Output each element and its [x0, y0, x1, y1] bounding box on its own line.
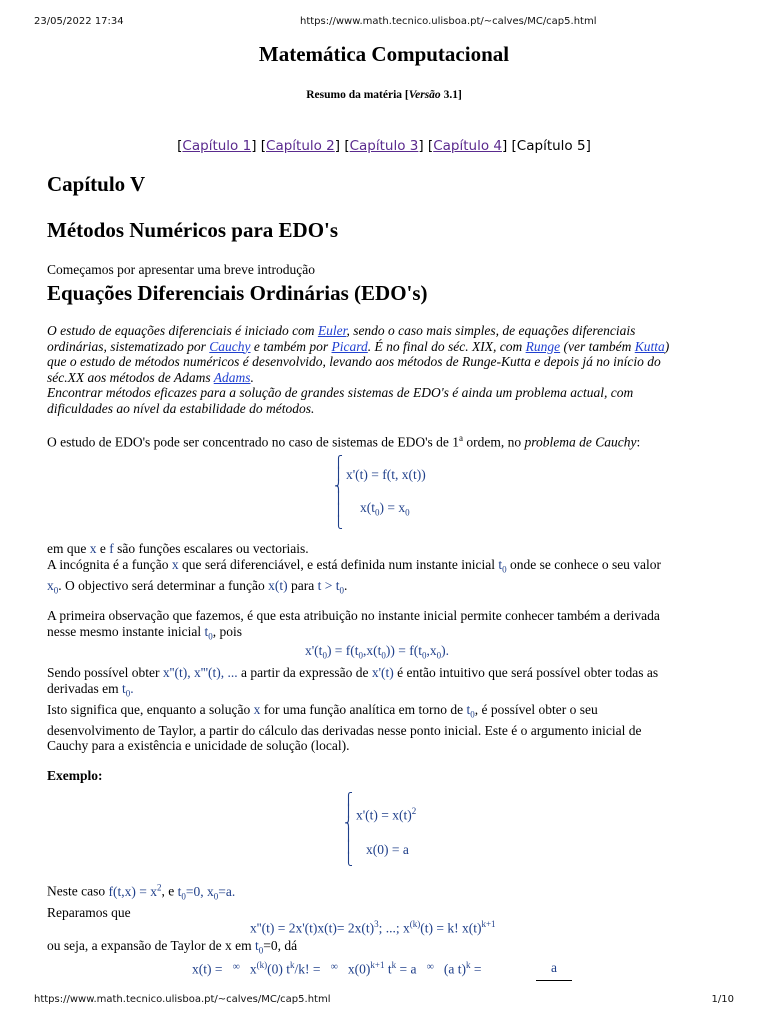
derivative-equation: $x'(t_0) = f(t_0,x(t_0)) = f(t_0,x_0)$.: [305, 643, 450, 661]
fraction-numerator: a: [536, 960, 572, 981]
cauchy-problem-paragraph: O estudo de EDO's pode ser concentrado no caso de sistemas de EDO's de 1$^a$ ordem, no problema de Cauchy:: [47, 433, 641, 450]
left-brace-2: ⎧ ⎪ ⎨ ⎪ ⎪ ⎩: [344, 792, 353, 866]
sum-symbol-3: ∞: [426, 961, 434, 973]
system2-eq2: x(0) = a: [366, 842, 409, 857]
nav-link-chapter-2[interactable]: Capítulo 2: [266, 138, 335, 154]
derivatives-chain-equation: $x''(t) = 2x'(t)x(t)= 2x(t)^3$; ...; $x^{(k)}(t) = k$! $x(t)^{k+1}$: [250, 919, 496, 936]
link-runge[interactable]: Runge: [525, 338, 561, 354]
section-heading: Métodos Numéricos para EDO's: [47, 218, 339, 242]
nav-current-chapter: Capítulo 5: [516, 138, 586, 154]
example-label: Exemplo:: [47, 768, 103, 783]
footer-url: https://www.math.tecnico.ulisboa.pt/~calves/MC/cap5.html: [34, 994, 331, 1005]
chapter-nav: [Capítulo 1] [Capítulo 2] [Capítulo 3] [Capítulo 4] [Capítulo 5]: [177, 138, 591, 154]
print-url: https://www.math.tecnico.ulisboa.pt/~calves/MC/cap5.html: [300, 16, 597, 27]
history-paragraph: O estudo de equações diferenciais é iniciado com Euler, sendo o caso mais simples, de equações diferenciais ordinárias, sistematizado por Cauchy e também por Picard. É no final do séc. XIX, com Runge (ver também Kutta) que o estudo de métodos numéricos é desenvolvido, levando aos métodos de Runge-Kutta e depois já no início do séc.XX aos métodos de Adams Adams. Encontrar métodos eficazes para a solução de grandes sistemas de EDO's é ainda um problema actual, com dificuldades ao nível da estabilidade do métodos.: [47, 323, 670, 416]
nav-link-chapter-1[interactable]: Capítulo 1: [182, 138, 252, 154]
print-footer: [34, 994, 734, 1010]
sum-symbol-2: ∞: [330, 961, 338, 973]
link-cauchy[interactable]: Cauchy: [209, 338, 251, 354]
system2-eq1: $x'(t) = x(t)^2$: [356, 806, 417, 823]
taylor-series-equation: x(t) = ∞ $x^{(k)}(0) t^k/k$! = ∞ $x(0)^{k+1}$ $t^k = a$ ∞ (a t)$^k$ =: [192, 960, 482, 977]
page-subtitle: Resumo da matéria [Versão 3.1]: [306, 89, 462, 101]
print-header: [34, 16, 734, 32]
link-adams[interactable]: Adams: [213, 369, 251, 385]
chapter-heading: Capítulo V: [47, 172, 146, 196]
nav-link-chapter-3[interactable]: Capítulo 3: [349, 138, 419, 154]
example-paragraph: Neste caso $f(t,x) = x^2$, e $t_0=0$, $x_0=a$. Reparamos que: [47, 882, 236, 920]
print-datetime: 23/05/2022 17:34: [34, 16, 124, 27]
system1-eq2: $x(t_0) = x_0$: [360, 500, 410, 518]
taylor-intro: ou seja, a expansão de Taylor de x em $t_0=0$, dá: [47, 938, 298, 956]
sum-symbol-1: ∞: [232, 961, 240, 973]
intro-text: Começamos por apresentar uma breve introdução: [47, 262, 316, 277]
link-picard[interactable]: Picard: [331, 338, 368, 354]
nav-link-chapter-4[interactable]: Capítulo 4: [433, 138, 502, 154]
page-title: Matemática Computacional: [258, 42, 510, 66]
page-number: 1/10: [711, 994, 734, 1005]
subsection-heading: Equações Diferenciais Ordinárias (EDO's): [47, 281, 428, 305]
derivative-paragraph-1: A primeira observação que fazemos, é que esta atribuição no instante inicial permite conhecer também a derivada nesse mesmo instante inicial $t_0$, pois: [47, 608, 660, 642]
definitions-paragraph: em que x e f são funções escalares ou vectoriais. A incógnita é a função x que será diferenciável, e está definida num instante inicial $t_0$ onde se conhece o seu valor $x_0$. O objectivo será determinar a função x(t) para $t > t_0$.: [47, 541, 662, 596]
derivative-paragraph-2: Sendo possível obter x''(t), x'''(t), ... a partir da expressão de x'(t) é então intuitivo que será possível obter todas as derivadas em $t_0$. Isto significa que, enquanto a solução x for uma função analítica em torno de $t_0$, é possível obter o seu desenvolvimento de Taylor, a partir do cálculo das derivadas nesse ponto inicial. Este é o argumento inicial de Cauchy para a existência e unicidade de solução (local).: [47, 665, 659, 754]
left-brace-1: ⎧ ⎪ ⎨ ⎪ ⎪ ⎩: [334, 455, 343, 529]
link-kutta[interactable]: Kutta: [634, 338, 665, 354]
system1-eq1: x'(t) = f(t, x(t)): [346, 467, 426, 482]
link-euler[interactable]: Euler: [317, 323, 347, 338]
